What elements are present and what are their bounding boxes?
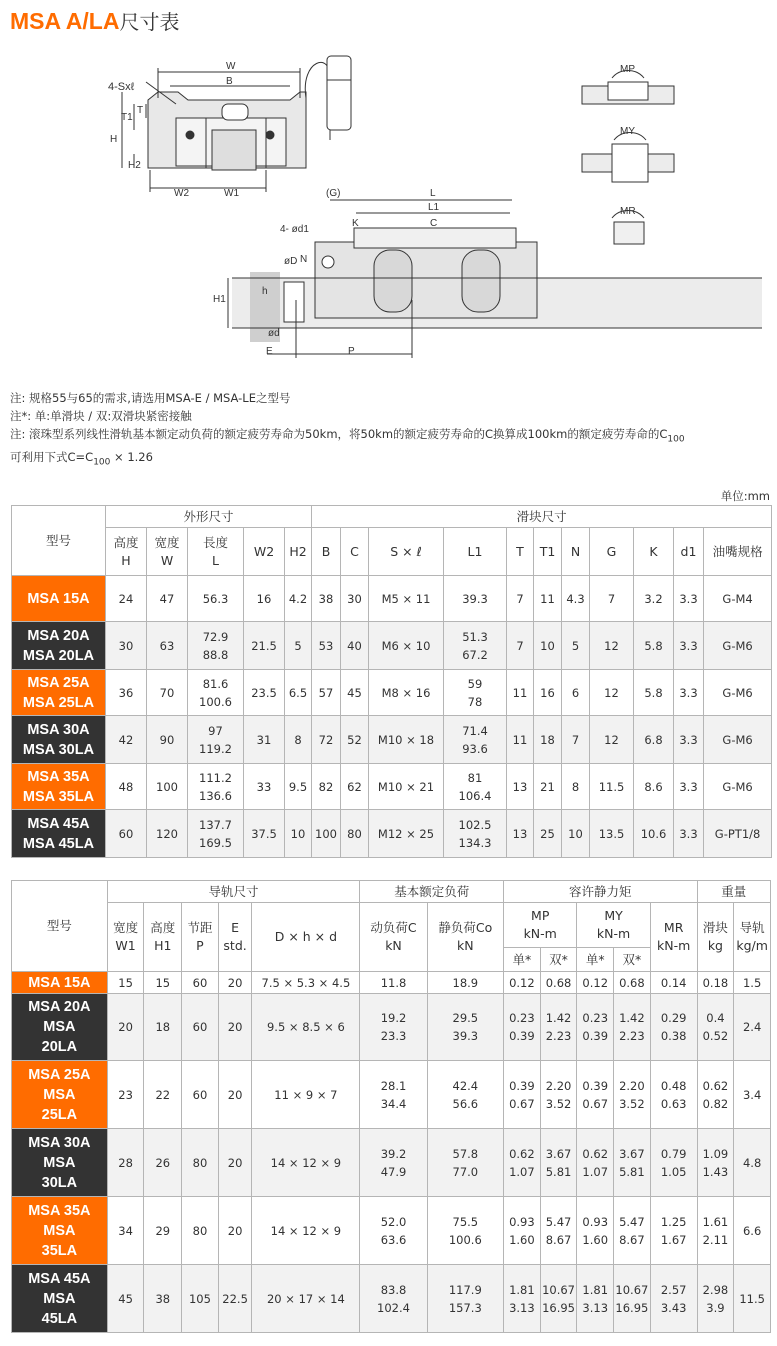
t1-head-b: B (312, 528, 341, 576)
t1-cell-w2: 23.5 (244, 670, 285, 716)
t2-cell-dhd: 9.5 × 8.5 × 6 (252, 994, 360, 1061)
t2-cell-mps: 1.81 3.13 (504, 1265, 541, 1333)
t1-cell-h: 30 (106, 622, 147, 670)
t2-cell-co: 57.8 77.0 (427, 1129, 503, 1197)
label-W1: W1 (224, 188, 239, 199)
t1-cell-d1: 3.3 (674, 764, 704, 810)
t2-table-row (12, 1061, 771, 1129)
t1-cell-h: 42 (106, 716, 147, 764)
t2-cell-p: 80 (182, 1197, 219, 1265)
t2-cell-p: 80 (182, 1129, 219, 1197)
t2-model-cell: MSA 30A MSA 30LA (12, 1129, 108, 1197)
t1-cell-w: 70 (147, 670, 188, 716)
t1-table-row (12, 810, 772, 858)
t2-cell-rail: 2.4 (734, 994, 771, 1061)
t1-cell-k: 6.8 (634, 716, 674, 764)
t1-head-k: K (634, 528, 674, 576)
t1-table-row (12, 764, 772, 810)
label-H: H (110, 134, 118, 145)
t2-cell-dhd: 14 × 12 × 9 (252, 1129, 360, 1197)
label-sxl: 4-Sxℓ (108, 81, 135, 93)
t2-table-row (12, 994, 771, 1061)
label-B: B (226, 76, 233, 87)
t1-table-row (12, 622, 772, 670)
t1-cell-l: 97 119.2 (188, 716, 244, 764)
label-L: L (430, 188, 436, 199)
t1-cell-h: 24 (106, 576, 147, 622)
t2-cell-w1: 15 (107, 972, 144, 994)
note-4-tail: × 1.26 (110, 450, 153, 465)
t1-cell-b: 72 (312, 716, 341, 764)
t2-cell-rail: 11.5 (734, 1265, 771, 1333)
t1-cell-d1: 3.3 (674, 810, 704, 858)
t1-cell-s: M10 × 18 (369, 716, 444, 764)
t1-cell-n: 5 (562, 622, 590, 670)
t1-cell-s: M6 × 10 (369, 622, 444, 670)
t1-cell-nipple: G-M4 (704, 576, 772, 622)
note-2: 注*: 单:单滑块 / 双:双滑块紧密接触 (10, 409, 192, 423)
t1-model-cell: MSA 20A MSA 20LA (12, 622, 106, 670)
label-W: W (226, 61, 236, 72)
t2-cell-w1: 20 (107, 994, 144, 1061)
t1-cell-h: 48 (106, 764, 147, 810)
t1-cell-w2: 16 (244, 576, 285, 622)
t1-cell-c: 62 (341, 764, 369, 810)
t2-cell-w1: 28 (107, 1129, 144, 1197)
t2-cell-mr: 0.48 0.63 (650, 1061, 697, 1129)
t2-cell-e: 20 (218, 1197, 252, 1265)
t2-head-double: 双* (614, 948, 651, 972)
t2-cell-myd: 0.68 (614, 972, 651, 994)
t2-cell-w1: 34 (107, 1197, 144, 1265)
t1-cell-nipple: G-M6 (704, 716, 772, 764)
t2-cell-blk: 1.09 1.43 (697, 1129, 734, 1197)
t2-cell-co: 117.9 157.3 (427, 1265, 503, 1333)
t1-cell-c: 45 (341, 670, 369, 716)
t1-cell-t: 7 (507, 576, 534, 622)
t1-cell-s: M10 × 21 (369, 764, 444, 810)
t2-head-moment: 容许静力矩 (504, 881, 698, 903)
t2-table-row (12, 1129, 771, 1197)
t1-cell-h2: 10 (285, 810, 312, 858)
t1-head-block: 滑块尺寸 (312, 506, 772, 528)
t2-cell-mpd: 2.20 3.52 (540, 1061, 577, 1129)
t1-cell-t1: 16 (534, 670, 562, 716)
t2-cell-p: 60 (182, 1061, 219, 1129)
label-H1: H1 (213, 294, 226, 305)
label-d1: 4- ød1 (280, 224, 309, 235)
t2-cell-blk: 2.98 3.9 (697, 1265, 734, 1333)
t2-head-double: 双* (540, 948, 577, 972)
label-C: C (430, 218, 438, 229)
t1-cell-nipple: G-PT1/8 (704, 810, 772, 858)
t2-cell-mys: 0.23 0.39 (577, 994, 614, 1061)
t1-cell-h2: 6.5 (285, 670, 312, 716)
t2-cell-mpd: 3.67 5.81 (540, 1129, 577, 1197)
t1-cell-l1: 81 106.4 (444, 764, 507, 810)
t2-head-w1: 宽度 W1 (107, 903, 144, 972)
t1-cell-h: 60 (106, 810, 147, 858)
t1-cell-t: 13 (507, 810, 534, 858)
label-T: T (137, 105, 144, 116)
t1-head-t: T (507, 528, 534, 576)
t2-cell-w1: 45 (107, 1265, 144, 1333)
unit-label: 单位:mm (720, 489, 770, 503)
t1-cell-t1: 18 (534, 716, 562, 764)
label-d: ød (268, 328, 280, 339)
label-L1: L1 (428, 202, 440, 213)
note-1: 注: 规格55与65的需求,请选用MSA-E / MSA-LE之型号 (10, 391, 291, 405)
t1-model-cell: MSA 45A MSA 45LA (12, 810, 106, 858)
label-G: (G) (326, 188, 341, 199)
t2-cell-c: 52.0 63.6 (360, 1197, 427, 1265)
t1-cell-k: 5.8 (634, 622, 674, 670)
t1-head-t1: T1 (534, 528, 562, 576)
t1-cell-k: 3.2 (634, 576, 674, 622)
t1-cell-d1: 3.3 (674, 622, 704, 670)
t2-cell-p: 60 (182, 972, 219, 994)
t1-model-cell: MSA 15A (12, 576, 106, 622)
t2-cell-blk: 0.18 (697, 972, 734, 994)
t1-cell-g: 11.5 (590, 764, 634, 810)
t2-cell-h1: 18 (144, 994, 182, 1061)
t2-cell-dhd: 20 × 17 × 14 (252, 1265, 360, 1333)
t2-table-row (12, 1197, 771, 1265)
t2-cell-mpd: 0.68 (540, 972, 577, 994)
t1-head-h: 高度 H (106, 528, 147, 576)
t2-cell-co: 75.5 100.6 (427, 1197, 503, 1265)
t2-cell-blk: 1.61 2.11 (697, 1197, 734, 1265)
t1-cell-l1: 51.3 67.2 (444, 622, 507, 670)
t1-cell-t: 11 (507, 716, 534, 764)
t1-cell-t: 7 (507, 622, 534, 670)
t1-cell-l: 56.3 (188, 576, 244, 622)
t2-cell-mpd: 10.67 16.95 (540, 1265, 577, 1333)
t1-cell-l: 137.7 169.5 (188, 810, 244, 858)
t2-head-single: 单* (504, 948, 541, 972)
t1-cell-b: 100 (312, 810, 341, 858)
t1-cell-b: 53 (312, 622, 341, 670)
t1-cell-t1: 21 (534, 764, 562, 810)
t2-cell-myd: 10.67 16.95 (614, 1265, 651, 1333)
t2-cell-rail: 3.4 (734, 1061, 771, 1129)
label-T1: T1 (121, 112, 133, 123)
t1-head-nipple: 油嘴规格 (704, 528, 772, 576)
t2-head-cdyn: 动负荷C kN (360, 903, 427, 972)
t1-model-cell: MSA 25A MSA 25LA (12, 670, 106, 716)
t2-cell-h1: 29 (144, 1197, 182, 1265)
t1-cell-d1: 3.3 (674, 670, 704, 716)
t2-cell-e: 20 (218, 1129, 252, 1197)
t2-cell-c: 28.1 34.4 (360, 1061, 427, 1129)
t1-cell-w: 47 (147, 576, 188, 622)
label-E: E (266, 346, 273, 357)
t2-cell-mps: 0.93 1.60 (504, 1197, 541, 1265)
t1-cell-nipple: G-M6 (704, 622, 772, 670)
t2-cell-mr: 2.57 3.43 (650, 1265, 697, 1333)
t2-head-railw: 导轨 kg/m (734, 903, 771, 972)
t2-cell-dhd: 11 × 9 × 7 (252, 1061, 360, 1129)
t1-cell-w2: 37.5 (244, 810, 285, 858)
t1-cell-h2: 5 (285, 622, 312, 670)
t1-cell-g: 12 (590, 622, 634, 670)
t1-head-l: 長度 L (188, 528, 244, 576)
t1-cell-k: 10.6 (634, 810, 674, 858)
t2-head-load: 基本额定负荷 (360, 881, 504, 903)
t1-cell-l: 81.6 100.6 (188, 670, 244, 716)
t1-head-l1: L1 (444, 528, 507, 576)
t2-cell-blk: 0.4 0.52 (697, 994, 734, 1061)
t2-cell-c: 19.2 23.3 (360, 994, 427, 1061)
page-title (10, 6, 179, 36)
t2-cell-myd: 1.42 2.23 (614, 994, 651, 1061)
t2-cell-mr: 0.79 1.05 (650, 1129, 697, 1197)
t2-cell-h1: 22 (144, 1061, 182, 1129)
t2-cell-rail: 1.5 (734, 972, 771, 994)
t2-cell-myd: 3.67 5.81 (614, 1129, 651, 1197)
technical-drawing (0, 40, 777, 370)
t1-cell-b: 82 (312, 764, 341, 810)
t2-cell-h1: 38 (144, 1265, 182, 1333)
t2-model-cell: MSA 45A MSA 45LA (12, 1265, 108, 1333)
t2-head-rail: 导轨尺寸 (107, 881, 360, 903)
t2-cell-e: 20 (218, 972, 252, 994)
t1-cell-t1: 25 (534, 810, 562, 858)
t1-head-outer: 外形尺寸 (106, 506, 312, 528)
label-MP: MP (620, 64, 635, 75)
t2-cell-dhd: 7.5 × 5.3 × 4.5 (252, 972, 360, 994)
t1-cell-g: 7 (590, 576, 634, 622)
t2-cell-dhd: 14 × 12 × 9 (252, 1197, 360, 1265)
t1-cell-c: 40 (341, 622, 369, 670)
t2-cell-mr: 1.25 1.67 (650, 1197, 697, 1265)
t2-cell-c: 83.8 102.4 (360, 1265, 427, 1333)
t2-model-cell: MSA 15A (12, 972, 108, 994)
t2-cell-co: 29.5 39.3 (427, 994, 503, 1061)
t1-head-n: N (562, 528, 590, 576)
t2-cell-blk: 0.62 0.82 (697, 1061, 734, 1129)
t2-cell-e: 22.5 (218, 1265, 252, 1333)
note-4-sub: 100 (93, 457, 111, 468)
t1-cell-k: 8.6 (634, 764, 674, 810)
t1-cell-w: 100 (147, 764, 188, 810)
t2-cell-p: 105 (182, 1265, 219, 1333)
t1-cell-d1: 3.3 (674, 716, 704, 764)
t1-cell-l1: 39.3 (444, 576, 507, 622)
front-view (122, 56, 351, 192)
t2-cell-mr: 0.29 0.38 (650, 994, 697, 1061)
t2-cell-mpd: 5.47 8.67 (540, 1197, 577, 1265)
t1-cell-h2: 4.2 (285, 576, 312, 622)
t2-cell-p: 60 (182, 994, 219, 1061)
label-W2: W2 (174, 188, 189, 199)
t2-cell-e: 20 (218, 1061, 252, 1129)
t2-head-weight: 重量 (697, 881, 770, 903)
note-4-text: 可利用下式C=C (10, 450, 94, 465)
t2-model-cell: MSA 20A MSA 20LA (12, 994, 108, 1061)
label-MY: MY (620, 126, 635, 137)
t1-cell-g: 13.5 (590, 810, 634, 858)
t2-head-model: 型号 (12, 881, 108, 972)
t2-head-e: E std. (218, 903, 252, 972)
t1-head-g: G (590, 528, 634, 576)
t2-model-cell: MSA 25A MSA 25LA (12, 1061, 108, 1129)
t2-table-row (12, 1265, 771, 1333)
t1-cell-l1: 102.5 134.3 (444, 810, 507, 858)
t2-cell-mys: 1.81 3.13 (577, 1265, 614, 1333)
t1-cell-l1: 71.4 93.6 (444, 716, 507, 764)
t2-cell-myd: 5.47 8.67 (614, 1197, 651, 1265)
t1-table-row (12, 576, 772, 622)
t1-cell-l: 72.9 88.8 (188, 622, 244, 670)
label-D: øD (284, 256, 298, 267)
dimension-table (11, 505, 772, 858)
t1-cell-w2: 33 (244, 764, 285, 810)
t1-head-w2: W2 (244, 528, 285, 576)
t1-cell-l1: 59 78 (444, 670, 507, 716)
t1-cell-w2: 31 (244, 716, 285, 764)
t2-cell-c: 39.2 47.9 (360, 1129, 427, 1197)
t1-cell-w: 120 (147, 810, 188, 858)
title-model: MSA A/LA (10, 8, 120, 34)
t1-cell-n: 6 (562, 670, 590, 716)
t1-cell-nipple: G-M6 (704, 670, 772, 716)
t2-cell-co: 18.9 (427, 972, 503, 994)
t1-cell-s: M12 × 25 (369, 810, 444, 858)
title-suffix: 尺寸表 (119, 10, 180, 34)
t2-cell-w1: 23 (107, 1061, 144, 1129)
t1-cell-h2: 9.5 (285, 764, 312, 810)
t1-table-row (12, 670, 772, 716)
moment-icons (582, 71, 674, 245)
t2-cell-mpd: 1.42 2.23 (540, 994, 577, 1061)
t1-cell-l: 111.2 136.6 (188, 764, 244, 810)
t2-cell-rail: 6.6 (734, 1197, 771, 1265)
t2-table-row (12, 972, 771, 994)
t1-cell-h2: 8 (285, 716, 312, 764)
t2-head-my: MY kN-m (577, 903, 650, 948)
label-h: h (262, 286, 268, 297)
t1-cell-t1: 10 (534, 622, 562, 670)
t1-cell-t1: 11 (534, 576, 562, 622)
t2-cell-mps: 0.23 0.39 (504, 994, 541, 1061)
t2-cell-rail: 4.8 (734, 1129, 771, 1197)
t1-cell-b: 38 (312, 576, 341, 622)
t2-cell-mys: 0.12 (577, 972, 614, 994)
t2-head-cstat: 静负荷Co kN (427, 903, 503, 972)
t1-cell-c: 30 (341, 576, 369, 622)
t1-cell-s: M5 × 11 (369, 576, 444, 622)
t1-cell-k: 5.8 (634, 670, 674, 716)
t1-model-cell: MSA 35A MSA 35LA (12, 764, 106, 810)
t1-cell-c: 52 (341, 716, 369, 764)
t2-cell-mps: 0.12 (504, 972, 541, 994)
t1-cell-t: 13 (507, 764, 534, 810)
t2-cell-h1: 15 (144, 972, 182, 994)
t2-head-h1: 高度 H1 (144, 903, 182, 972)
t2-head-blk: 滑块 kg (697, 903, 734, 972)
t2-cell-mr: 0.14 (650, 972, 697, 994)
label-H2: H2 (128, 160, 141, 171)
t2-cell-mys: 0.62 1.07 (577, 1129, 614, 1197)
t2-cell-co: 42.4 56.6 (427, 1061, 503, 1129)
t1-cell-t: 11 (507, 670, 534, 716)
t2-cell-c: 11.8 (360, 972, 427, 994)
t2-head-dhd: D × h × d (252, 903, 360, 972)
t1-cell-n: 8 (562, 764, 590, 810)
t2-cell-mys: 0.93 1.60 (577, 1197, 614, 1265)
note-3 (10, 425, 770, 448)
t1-head-h2: H2 (285, 528, 312, 576)
t1-cell-s: M8 × 16 (369, 670, 444, 716)
t1-cell-g: 12 (590, 670, 634, 716)
rail-load-table (11, 880, 771, 1333)
t1-cell-w: 90 (147, 716, 188, 764)
t2-model-cell: MSA 35A MSA 35LA (12, 1197, 108, 1265)
t2-head-single: 单* (577, 948, 614, 972)
t2-cell-mps: 0.62 1.07 (504, 1129, 541, 1197)
t1-head-d1: d1 (674, 528, 704, 576)
t1-cell-d1: 3.3 (674, 576, 704, 622)
t1-head-w: 宽度 W (147, 528, 188, 576)
t2-head-p: 节距 P (182, 903, 219, 972)
t2-cell-myd: 2.20 3.52 (614, 1061, 651, 1129)
t1-model-cell: MSA 30A MSA 30LA (12, 716, 106, 764)
t1-head-c: C (341, 528, 369, 576)
t1-cell-h: 36 (106, 670, 147, 716)
t1-cell-w2: 21.5 (244, 622, 285, 670)
t1-cell-n: 4.3 (562, 576, 590, 622)
t1-cell-g: 12 (590, 716, 634, 764)
t1-cell-b: 57 (312, 670, 341, 716)
label-K: K (352, 218, 359, 229)
notes (10, 389, 770, 472)
label-MR: MR (620, 206, 636, 217)
t1-cell-nipple: G-M6 (704, 764, 772, 810)
t1-cell-n: 10 (562, 810, 590, 858)
note-4 (10, 448, 770, 471)
t1-table-row (12, 716, 772, 764)
label-N: N (300, 254, 308, 265)
note-3-text: 注: 滚珠型系列线性滑轨基本额定动负荷的额定疲劳寿命为50km，将50km的额定疲劳寿命的C换算成100km的额定疲劳寿命的C (10, 427, 668, 441)
t1-head-s: S × ℓ (369, 528, 444, 576)
t2-cell-mys: 0.39 0.67 (577, 1061, 614, 1129)
t1-cell-c: 80 (341, 810, 369, 858)
t2-head-mp: MP kN-m (504, 903, 577, 948)
t1-cell-n: 7 (562, 716, 590, 764)
note-3-sub: 100 (667, 434, 685, 445)
t2-cell-h1: 26 (144, 1129, 182, 1197)
t2-cell-e: 20 (218, 994, 252, 1061)
t2-head-mr: MR kN-m (650, 903, 697, 972)
t1-cell-w: 63 (147, 622, 188, 670)
label-P: P (348, 346, 355, 357)
t2-cell-mps: 0.39 0.67 (504, 1061, 541, 1129)
t1-head-model: 型号 (12, 506, 106, 576)
